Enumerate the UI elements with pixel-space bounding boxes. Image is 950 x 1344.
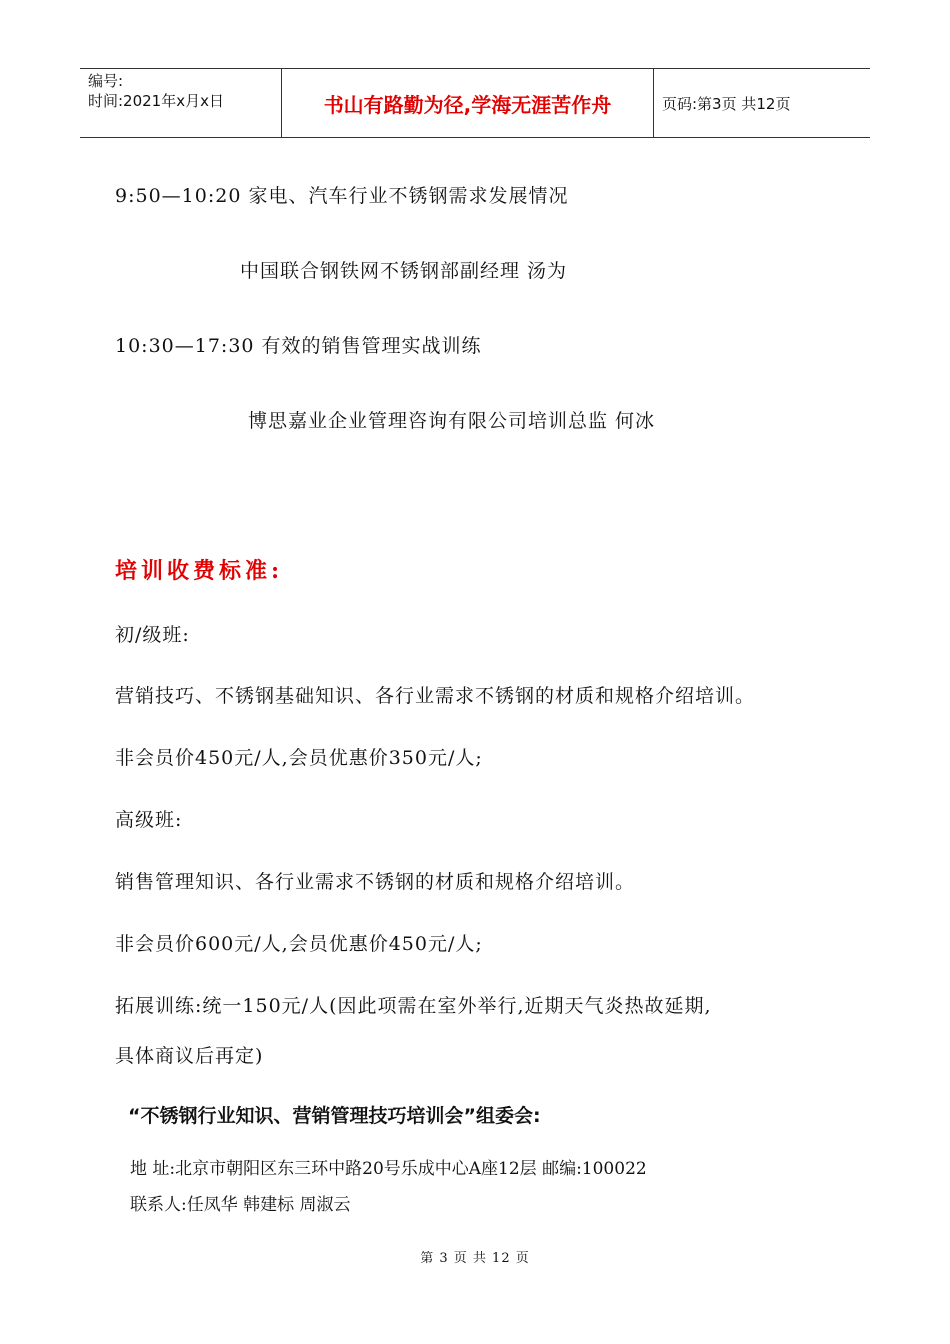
committee-contacts: 联系人:任凤华 韩建标 周淑云 [130,1195,351,1215]
schedule-item-1-speaker: 中国联合钢铁网不锈钢部副经理 汤为 [240,260,568,282]
advanced-class-description: 销售管理知识、各行业需求不锈钢的材质和规格介绍培训。 [115,871,636,893]
expansion-training-line-2: 具体商议后再定) [115,1045,264,1067]
fees-heading: 培训收费标准: [115,558,284,584]
basic-class-description: 营销技巧、不锈钢基础知识、各行业需求不锈钢的材质和规格介绍培训。 [115,685,756,707]
advanced-class-title: 高级班: [115,809,183,831]
serial-label: 编号: [88,72,124,90]
header-meta [80,69,282,137]
advanced-class-price: 非会员价600元/人,会员优惠价450元/人; [115,933,483,955]
header-motto: 书山有路勤为径,学海无涯苦作舟 [282,69,654,137]
header-page-info: 页码:第3页 共12页 [662,94,791,113]
page-footer: 第 3 页 共 12 页 [420,1251,530,1266]
committee-title: “不锈钢行业知识、营销管理技巧培训会”组委会: [128,1105,541,1127]
schedule-item-1-topic: 9:50—10:20 家电、汽车行业不锈钢需求发展情况 [115,185,569,207]
document-header [80,68,870,138]
schedule-item-2-speaker: 博思嘉业企业管理咨询有限公司培训总监 何冰 [248,410,656,432]
committee-address: 地 址:北京市朝阳区东三环中路20号乐成中心A座12层 邮编:100022 [130,1159,647,1179]
expansion-training-line-1: 拓展训练:统一150元/人(因此项需在室外举行,近期天气炎热故延期, [115,995,712,1017]
schedule-item-2-topic: 10:30—17:30 有效的销售管理实战训练 [115,335,482,357]
time-label: 时间:2021年x月x日 [88,92,224,110]
basic-class-price: 非会员价450元/人,会员优惠价350元/人; [115,747,483,769]
basic-class-title: 初/级班: [115,624,190,646]
